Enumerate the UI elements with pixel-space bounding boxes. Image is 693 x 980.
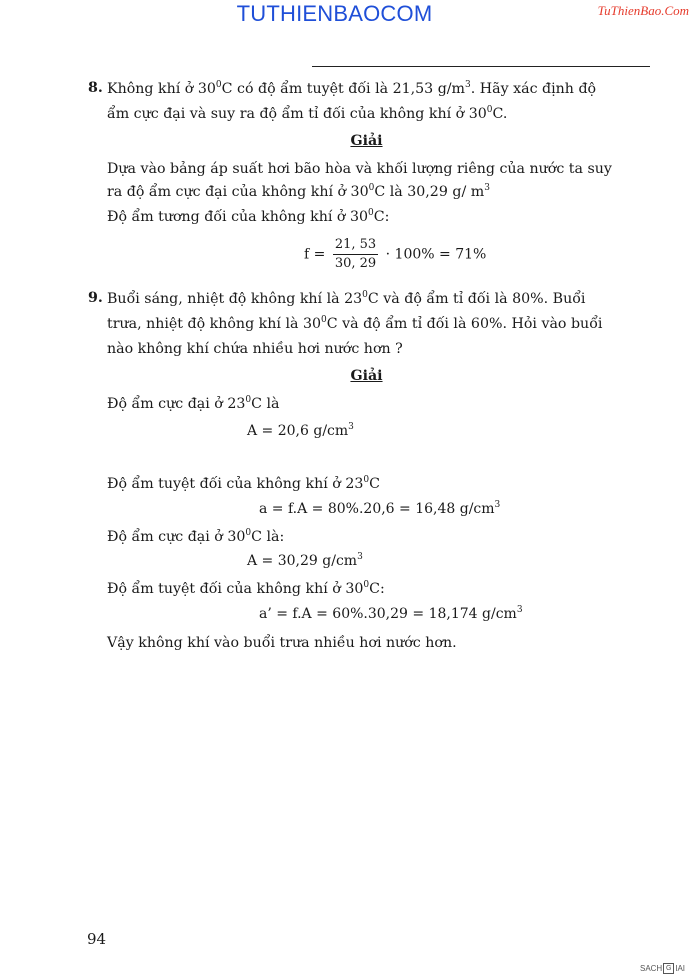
problem-8-solution-line1: Dựa vào bảng áp suất hơi bão hòa và khối lượng riêng của nước ta suy [107,161,612,177]
problem-8-number: 8. [88,80,103,96]
solution-line: Độ ẩm cực đại ở $23^0C$ là [107,395,280,412]
formula-fraction: $\frac{21, 53}{30, 29}$ [334,237,377,271]
header-rule [312,66,650,67]
problem-8-question: Không khí ở $30^0C$ có độ ẩm tuyệt đối là 21,53 $g/m^3$. Hãy xác định độ [107,80,597,97]
equation-line: A = 30,29 $g/cm^3$ [247,552,363,569]
equation-line: a = f.A = 80%.20,6 = 16,48 $g/cm^3$ [259,500,501,517]
solution-line: Độ ẩm tuyệt đối của không khí ở $30^0C$: [107,580,385,597]
publisher-mark: SACH G IAI [639,964,685,973]
problem-8-solution-heading: Giải [350,133,383,149]
problem-9-solution-heading: Giải [350,368,383,384]
site-title: TUTHIENBAOCOM [236,1,433,26]
problem-8-question-line2: ẩm cực đại và suy ra độ ẩm tỉ đối của không khí ở $30^0C$. [107,105,508,122]
page-number: 94 [87,930,107,948]
humidity-formula: f = $\frac{21, 53}{30, 29}$ · 100% = 71% [304,237,487,271]
problem-9-question-line2: trưa, nhiệt độ không khí là $30^0C$ và độ ẩm tỉ đối là 60%. Hỏi vào buổi [107,315,603,332]
equation-line: A = 20,6 $g/cm^3$ [247,422,354,439]
problem-9-question: Buổi sáng, nhiệt độ không khí là $23^0C$ và độ ẩm tỉ đối là 80%. Buổi [107,290,586,307]
site-logo: TuThienBao.Com [597,3,689,18]
problem-8-solution-line2: ra độ ẩm cực đại của không khí ở $30^0C$ là 30,29 g/ $m^3$ [107,183,490,200]
problem-8-solution-line3: Độ ẩm tương đối của không khí ở $30^0C$: [107,208,390,225]
problem-9-number: 9. [88,290,103,306]
equation-line: a’ = f.A = 60%.30,29 = 18,174 $g/cm^3$ [259,605,523,622]
problem-9-question-line3: nào không khí chứa nhiều hơi nước hơn ? [107,341,403,357]
conclusion-line: Vậy không khí vào buổi trưa nhiều hơi nước hơn. [107,635,457,651]
publisher-logo-icon: G [663,963,674,974]
solution-line: Độ ẩm tuyệt đối của không khí ở $23^0C$ [107,475,380,492]
solution-line: Độ ẩm cực đại ở $30^0C$ là: [107,528,285,545]
